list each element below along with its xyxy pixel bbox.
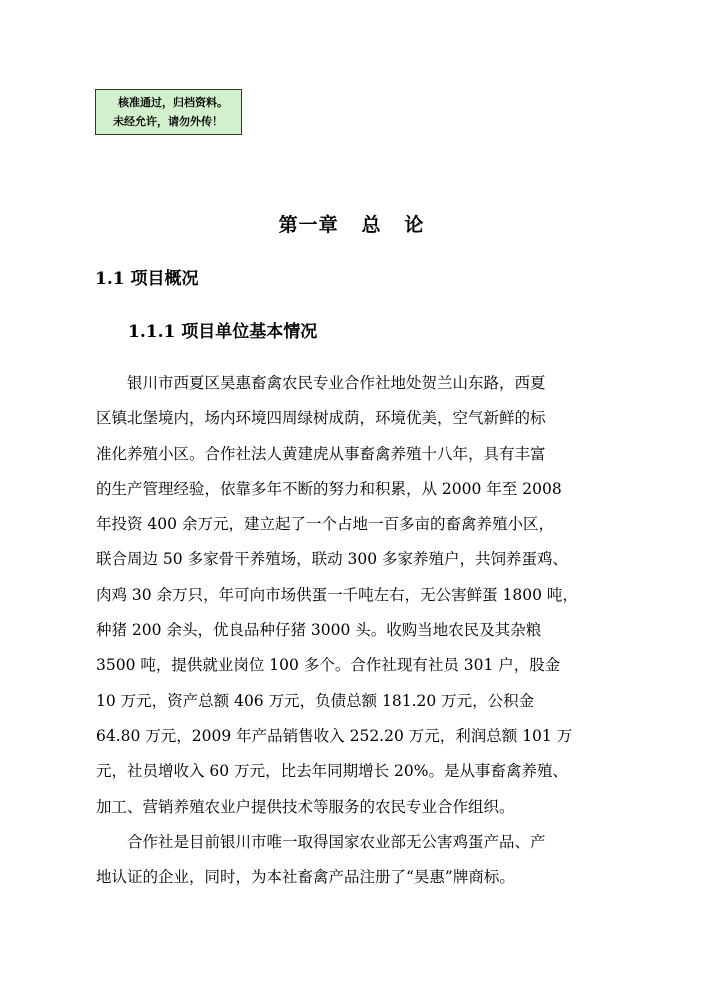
paragraph-2-line: 地认证的企业，同时，为本社畜禽产品注册了“昊惠”牌商标。 — [96, 868, 515, 887]
paragraph-1-line: 元，社员增收入 60 万元，比去年同期增长 20%。是从事畜禽养殖、 — [96, 762, 568, 781]
paragraph-1-line: 64.80 万元，2009 年产品销售收入 252.20 万元，利润总额 101 万 — [96, 726, 573, 745]
paragraph-1-line: 联合周边 50 多家骨干养殖场，联动 300 多家养殖户，共饲养蛋鸡、 — [96, 550, 569, 569]
stamp-line-2: 未经允许，请勿外传！ — [113, 115, 223, 128]
paragraph-2-line: 合作社是目前银川市唯一取得国家农业部无公害鸡蛋产品、产 — [127, 832, 546, 851]
chapter-title: 第一章 总 论 — [278, 214, 425, 236]
paragraph-1-line: 加工、营销养殖农业户提供技术等服务的农民专业合作组织。 — [96, 797, 515, 816]
paragraph-1-line: 的生产管理经验，依靠多年不断的努力和积累，从 2000 年至 2008 — [96, 479, 562, 498]
section-title: 1.1 项目概况 — [95, 269, 199, 289]
paragraph-1-line: 银川市西夏区昊惠畜禽农民专业合作社地处贺兰山东路，西夏 — [127, 374, 546, 392]
approval-stamp — [95, 89, 242, 135]
paragraph-1-line: 年投资 400 余万元，建立起了一个占地一百多亩的畜禽养殖小区， — [96, 515, 554, 534]
subsection-title: 1.1.1 项目单位基本情况 — [128, 322, 318, 342]
stamp-line-1: 核准通过，归档资料。 — [118, 96, 228, 109]
paragraph-1-line: 种猪 200 余头，优良品种仔猪 3000 头。收购当地农民及其杂粮 — [96, 621, 542, 640]
body-text — [96, 366, 626, 895]
paragraph-1-line: 10 万元，资产总额 406 万元，负债总额 181.20 万元，公积金 — [96, 691, 535, 710]
paragraph-1-line: 区镇北堡境内，场内环境四周绿树成荫，环境优美，空气新鲜的标 — [96, 409, 546, 428]
paragraph-1-line: 准化养殖小区。合作社法人黄建虎从事畜禽养殖十八年，具有丰富 — [96, 444, 546, 463]
paragraph-1-line: 3500 吨，提供就业岗位 100 多个。合作社现有社员 301 户，股金 — [96, 656, 561, 675]
paragraph-1-line: 肉鸡 30 余万只，年可向市场供蛋一千吨左右，无公害鲜蛋 1800 吨， — [96, 585, 578, 604]
